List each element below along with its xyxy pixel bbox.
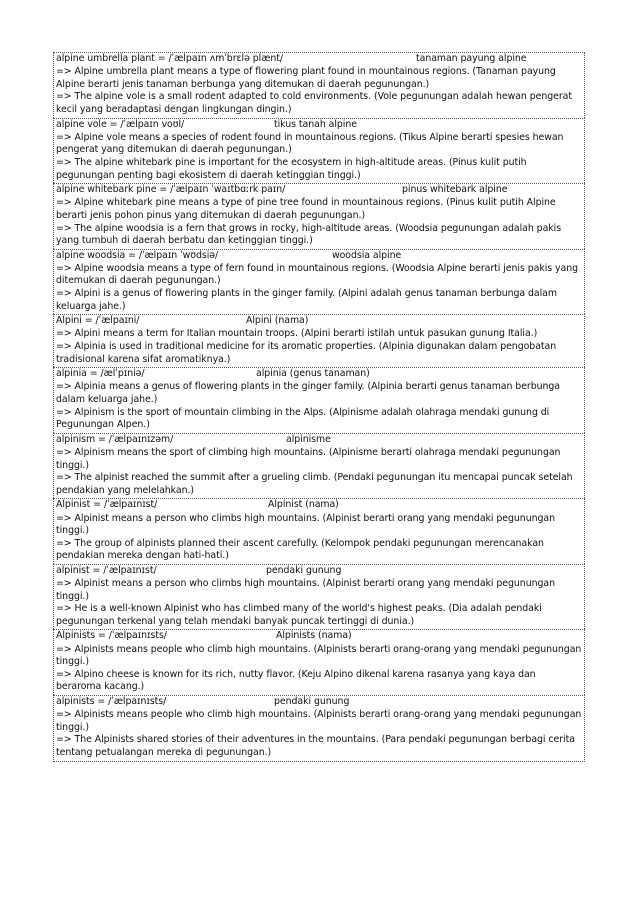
entry-header bbox=[56, 696, 582, 709]
example-sentence: => Alpinism is the sport of mountain climbing in the Alps. (Alpinisme adalah olahraga mendaki gunung di Pegunungan Alpen.) bbox=[56, 406, 550, 431]
translation: Alpinists (nama) bbox=[276, 630, 352, 642]
translation: alpinisme bbox=[286, 433, 331, 445]
example-sentence: => Alpini means a term for Italian mountain troops. (Alpini berarti istilah untuk pasukan gunung Italia.) bbox=[56, 328, 538, 340]
example-sentence: => The group of alpinists planned their ascent carefully. (Kelompok pendaki pegunungan merencanakan pendakian mereka dengan hati-hati.) bbox=[56, 537, 544, 562]
entry-header bbox=[56, 368, 582, 381]
example-sentence: => Alpinist means a person who climbs high mountains. (Alpinist berarti orang yang mendaki pegunungan tinggi.) bbox=[56, 512, 555, 537]
vocabulary-document bbox=[53, 52, 585, 762]
entry-header bbox=[56, 250, 582, 263]
headword-pronunciation: alpinia = /ælˈpɪniə/ bbox=[56, 368, 145, 380]
entry-header bbox=[56, 499, 582, 512]
translation: Alpinist (nama) bbox=[268, 499, 339, 511]
vocab-entry bbox=[53, 367, 585, 433]
entry-header bbox=[56, 565, 582, 578]
example-sentence: => Alpino cheese is known for its rich, nutty flavor. (Keju Alpino dikenal karena rasanya yang kaya dan beraroma kacang.) bbox=[56, 668, 536, 693]
entry-header bbox=[56, 434, 582, 447]
example-sentence: => Alpine woodsia means a type of fern found in mountainous regions. (Woodsia Alpine berarti jenis pakis yang ditemukan di daerah pegunungan.) bbox=[56, 262, 579, 287]
vocab-entry bbox=[53, 629, 585, 695]
headword-pronunciation: alpinist = /ˈælpaɪnɪst/ bbox=[56, 564, 157, 576]
vocab-entry bbox=[53, 249, 585, 315]
vocab-entry bbox=[53, 118, 585, 184]
headword-pronunciation: alpine woodsia = /ˈælpaɪn ˈwʊdsiə/ bbox=[56, 249, 219, 261]
example-sentence: => Alpinist means a person who climbs high mountains. (Alpinist berarti orang yang mendaki pegunungan tinggi.) bbox=[56, 578, 555, 602]
vocab-entry bbox=[53, 695, 585, 762]
entry-header bbox=[56, 53, 582, 66]
translation: alpinia (genus tanaman) bbox=[256, 368, 370, 380]
headword-pronunciation: alpinism = /ˈælpaɪnɪzəm/ bbox=[56, 433, 174, 445]
example-sentence: => Alpine umbrella plant means a type of flowering plant found in mountainous regions. (Tanaman payung Alpine berarti jenis tanaman berbunga yang ditemukan di daerah pegunungan.) bbox=[56, 66, 556, 90]
headword-pronunciation: Alpinists = /ˈælpaɪnɪsts/ bbox=[56, 630, 167, 642]
example-sentence: => Alpinism means the sport of climbing high mountains. (Alpinisme berarti olahraga mendaki pegunungan tinggi.) bbox=[56, 446, 561, 471]
headword-pronunciation: alpine whitebark pine = /ˈælpaɪn ˈwaɪtbɑːrk paɪn/ bbox=[56, 184, 286, 196]
translation: woodsia alpine bbox=[332, 249, 402, 261]
example-sentence: => Alpine whitebark pine means a type of pine tree found in mountainous regions. (Pinus kulit putih Alpine berarti jenis pohon pinus yang ditemukan di daerah pegunungan.) bbox=[56, 197, 556, 221]
example-sentence: => The alpine whitebark pine is important for the ecosystem in high-altitude areas. (Pinus kulit putih pegunungan penting bagi ekosistem di daerah ketinggian tinggi.) bbox=[56, 156, 527, 181]
headword-pronunciation: Alpinist = /ˈælpaɪnɪst/ bbox=[56, 499, 158, 511]
translation: pendaki gunung bbox=[266, 564, 342, 576]
headword-pronunciation: alpinists = /ˈælpaɪnɪsts/ bbox=[56, 696, 167, 708]
example-sentence: => Alpini is a genus of flowering plants in the ginger family. (Alpini adalah genus tanaman berbunga dalam keluarga jahe.) bbox=[56, 288, 557, 312]
example-sentence: => Alpinists means people who climb high mountains. (Alpinists berarti orang-orang yang mendaki pegunungan tinggi.) bbox=[56, 643, 582, 668]
translation: pendaki gunung bbox=[274, 696, 350, 708]
example-sentence: => Alpinia means a genus of flowering plants in the ginger family. (Alpinia berarti genus tanaman berbunga dalam keluarga jahe.) bbox=[56, 381, 560, 405]
translation: pinus whitebark alpine bbox=[402, 184, 508, 196]
vocab-entry bbox=[53, 314, 585, 367]
translation: Alpini (nama) bbox=[246, 315, 309, 327]
example-sentence: => Alpinia is used in traditional medicine for its aromatic properties. (Alpinia digunakan dalam pengobatan tradisional karena sifat aromatiknya.) bbox=[56, 341, 557, 365]
example-sentence: => The Alpinists shared stories of their adventures in the mountains. (Para pendaki pegunungan berbagi cerita tentang petualangan mereka di pegunungan.) bbox=[56, 734, 575, 758]
vocab-entry bbox=[53, 498, 585, 564]
entry-header bbox=[56, 630, 582, 643]
example-sentence: => The alpinist reached the summit after a grueling climb. (Pendaki pegunungan itu mencapai puncak setelah pendakian yang melelahkan.) bbox=[56, 472, 573, 496]
entry-header bbox=[56, 184, 582, 197]
translation: tikus tanah alpine bbox=[274, 118, 357, 130]
translation: tanaman payung alpine bbox=[416, 53, 527, 64]
vocab-entry bbox=[53, 433, 585, 499]
headword-pronunciation: alpine umbrella plant = /ˈælpaɪn ʌmˈbrɛlə plænt/ bbox=[56, 53, 283, 64]
vocab-entry bbox=[53, 564, 585, 630]
headword-pronunciation: Alpini = /ˈælpaɪni/ bbox=[56, 315, 140, 327]
headword-pronunciation: alpine vole = /ˈælpaɪn voʊl/ bbox=[56, 118, 185, 130]
vocab-entry bbox=[53, 52, 585, 118]
example-sentence: => Alpinists means people who climb high mountains. (Alpinists berarti orang-orang yang mendaki pegunungan tinggi.) bbox=[56, 709, 582, 733]
entry-header bbox=[56, 119, 582, 132]
entry-header bbox=[56, 315, 582, 328]
example-sentence: => The alpine woodsia is a fern that grows in rocky, high-altitude areas. (Woodsia pegunungan adalah pakis yang tumbuh di daerah berbatu dan ketinggian tinggi.) bbox=[56, 222, 562, 247]
example-sentence: => The alpine vole is a small rodent adapted to cold environments. (Vole pegunungan adalah hewan pengerat kecil yang beradaptasi dengan lingkungan dingin.) bbox=[56, 91, 572, 115]
example-sentence: => Alpine vole means a species of rodent found in mountainous regions. (Tikus Alpine berarti spesies hewan pengerat yang ditemukan di daerah pegunungan.) bbox=[56, 131, 564, 156]
vocab-entry bbox=[53, 183, 585, 249]
example-sentence: => He is a well-known Alpinist who has climbed many of the world's highest peaks. (Dia adalah pendaki pegunungan terkenal yang telah mendaki banyak puncak tertinggi di dunia.) bbox=[56, 603, 542, 627]
